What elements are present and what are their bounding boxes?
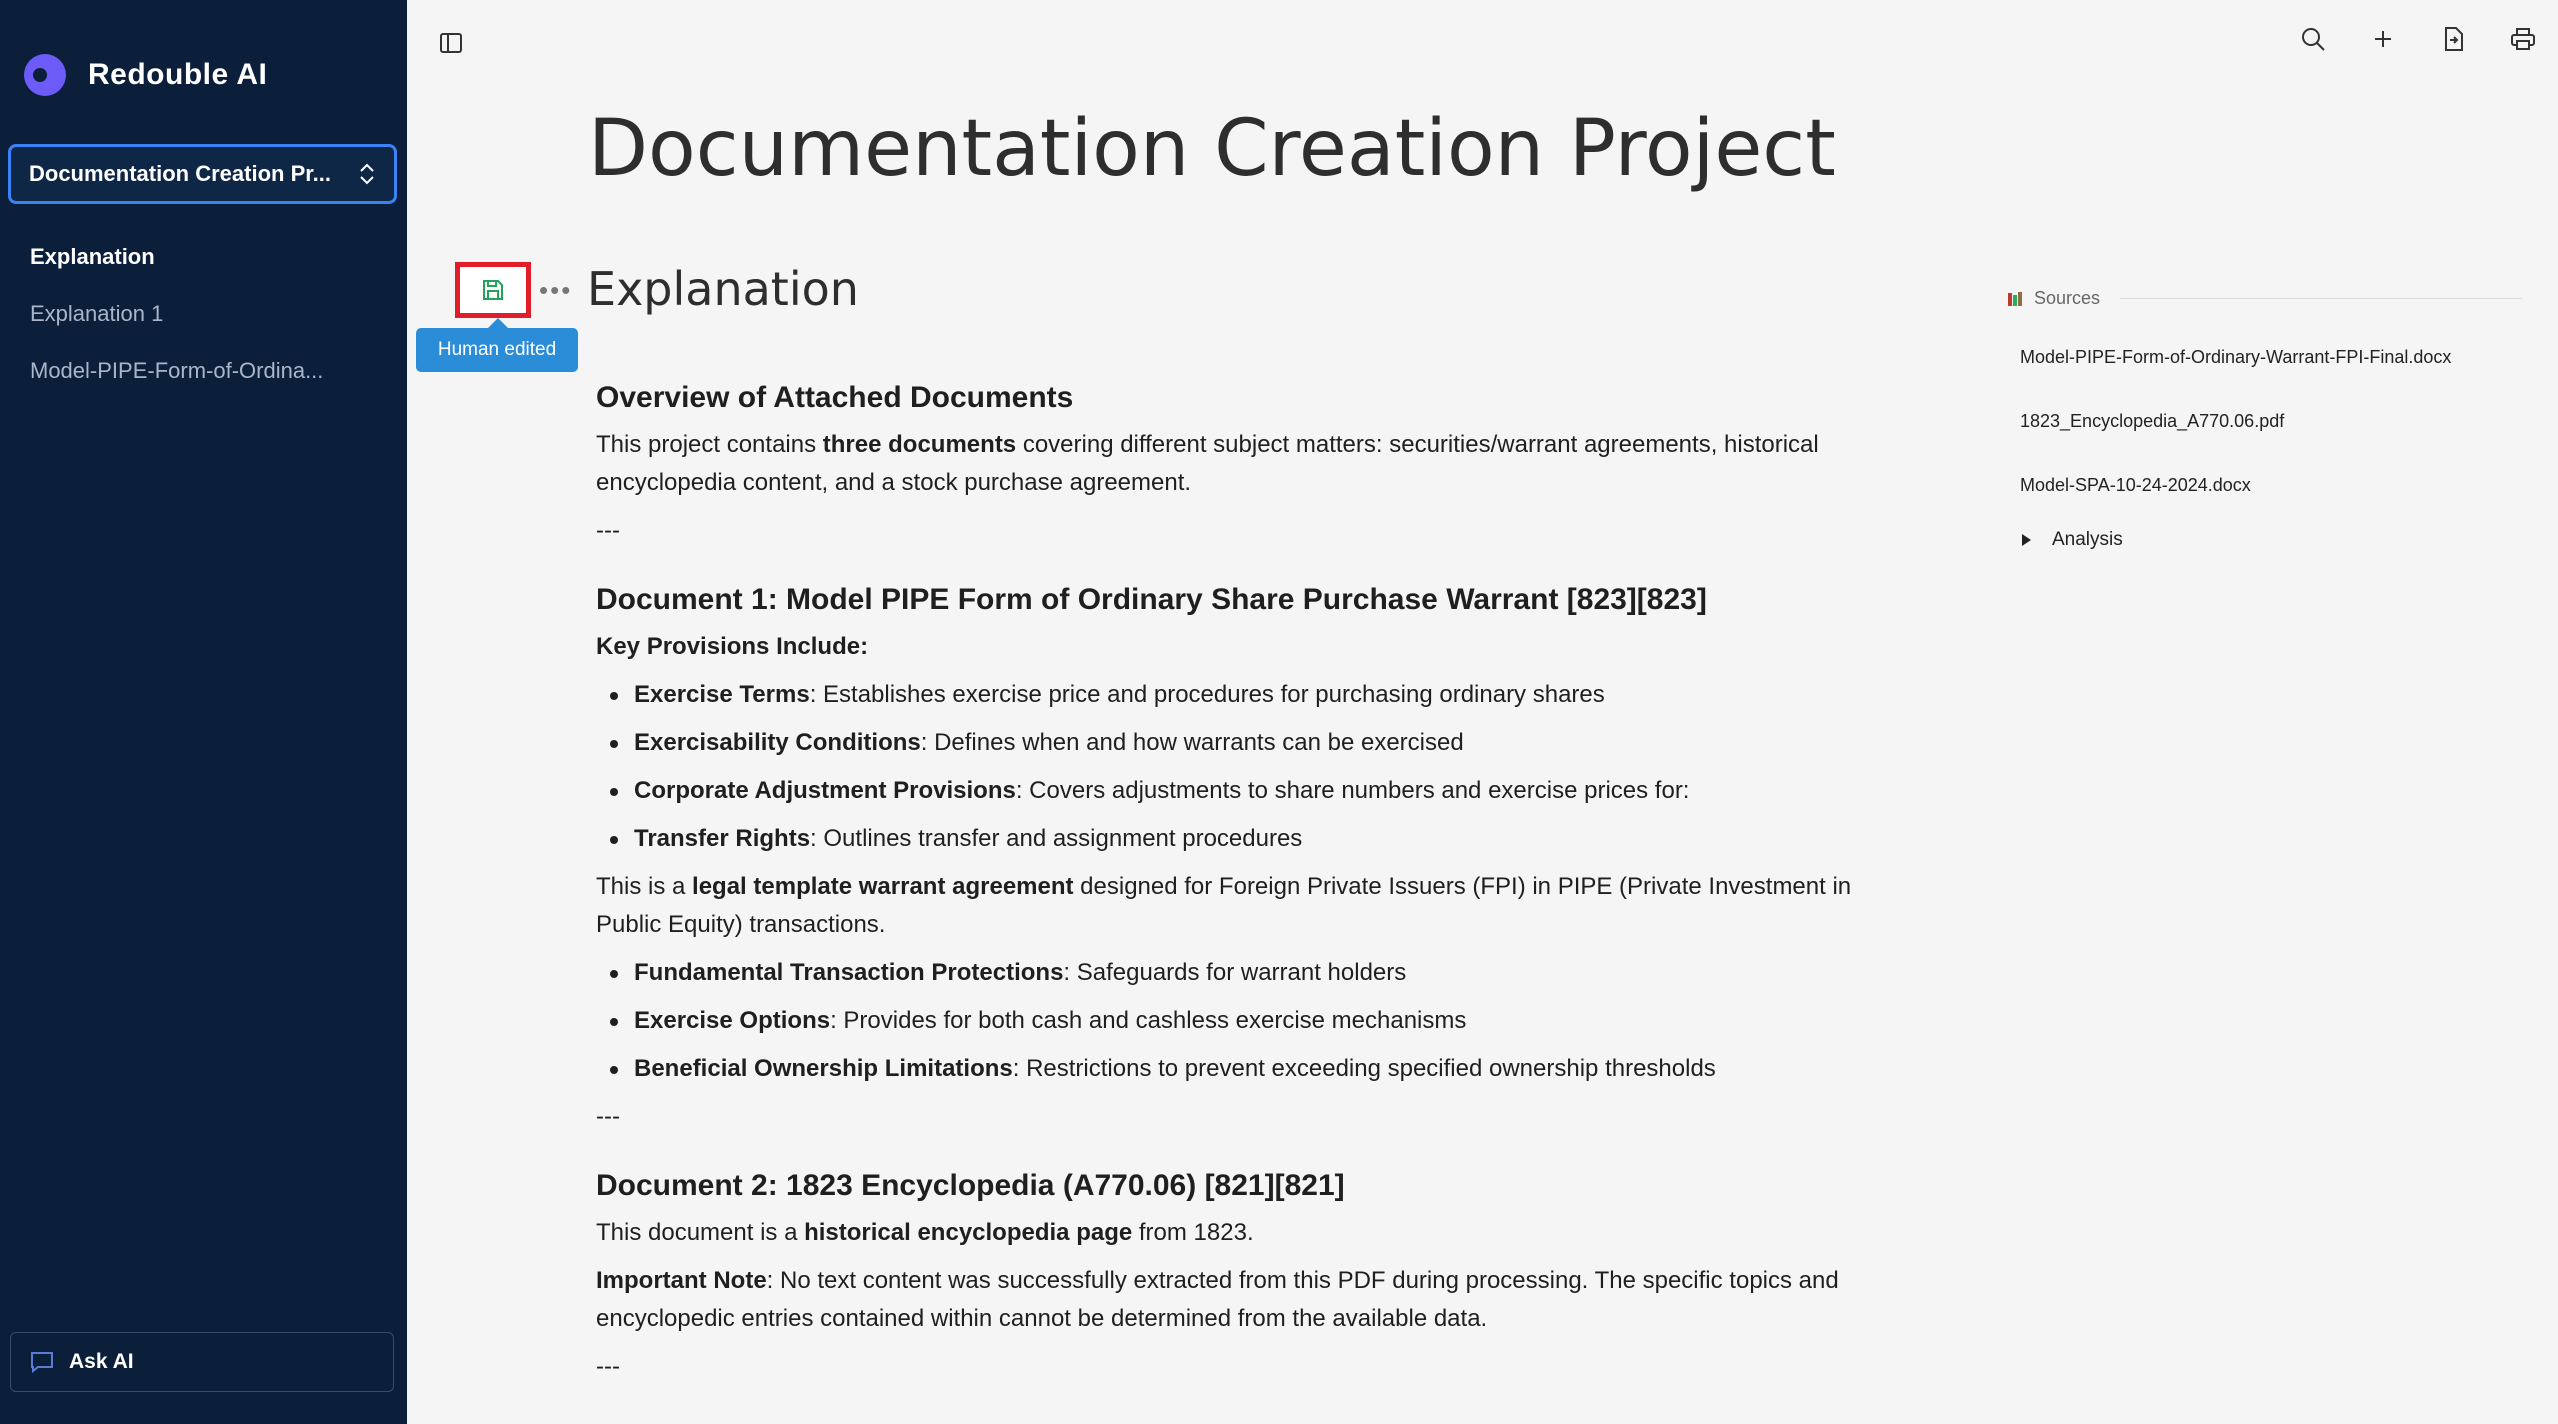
source-item[interactable]: 1823_Encyclopedia_A770.06.pdf: [2020, 410, 2285, 431]
analysis-label: Analysis: [2052, 529, 2123, 550]
list-item: Fundamental Transaction Protections: Safeguards for warrant holders: [596, 954, 1856, 992]
doc2-paragraph: This document is a historical encyclopedia page from 1823.: [596, 1219, 1254, 1246]
redouble-logo-icon: [22, 52, 68, 98]
save-icon: [481, 278, 505, 302]
toolbar-right: [2298, 24, 2538, 54]
sources-list: [2006, 325, 2522, 517]
section-title: Explanation: [587, 262, 859, 316]
project-selector[interactable]: [8, 144, 397, 204]
sidebar: [0, 0, 407, 1424]
heading-overview: Overview of Attached Documents: [596, 381, 1074, 414]
sidebar-toggle-icon[interactable]: [436, 28, 466, 58]
page-title: Documentation Creation Project: [588, 104, 1836, 194]
brand-name: Redouble AI: [88, 58, 268, 91]
sidebar-item-explanation[interactable]: Explanation: [30, 243, 155, 269]
list-item: Exercise Options: Provides for both cash and cashless exercise mechanisms: [596, 1002, 1856, 1040]
heading-doc2: Document 2: 1823 Encyclopedia (A770.06) [821][821]: [596, 1169, 1345, 1202]
important-note: Important Note: No text content was successfully extracted from this PDF during processing. The specific topics and encyclopedic entries contained within cannot be determined from the available data.: [596, 1267, 1839, 1332]
sidebar-item-model-pipe[interactable]: Model-PIPE-Form-of-Ordina...: [30, 357, 324, 383]
books-icon: [2006, 290, 2024, 308]
print-icon[interactable]: [2508, 24, 2538, 54]
sources-heading: Sources: [2034, 288, 2101, 308]
list-item: Transfer Rights: Outlines transfer and assignment procedures: [596, 820, 1856, 858]
key-provisions-label: Key Provisions Include:: [596, 633, 869, 660]
overview-paragraph: This project contains three documents covering different subject matters: securities/warrant agreements, historical encyclopedia content, and a stock purchase agreement.: [596, 431, 1819, 496]
sidebar-nav: [0, 228, 407, 399]
chevron-updown-icon: [358, 161, 376, 187]
caret-right-icon: [2020, 533, 2032, 547]
export-icon[interactable]: [2438, 24, 2468, 54]
heading-doc1: Document 1: Model PIPE Form of Ordinary Share Purchase Warrant [823][823]: [596, 583, 1707, 616]
section-controls: [455, 262, 572, 318]
list-item: Corporate Adjustment Provisions: Covers adjustments to share numbers and exercise prices for:: [596, 772, 1856, 810]
analysis-toggle[interactable]: [2020, 529, 2522, 551]
source-item[interactable]: Model-PIPE-Form-of-Ordinary-Warrant-FPI-Final.docx: [2020, 346, 2452, 367]
sidebar-item-explanation-1[interactable]: Explanation 1: [30, 300, 164, 326]
ask-ai-label: Ask AI: [69, 1350, 134, 1373]
document-body: [596, 378, 1856, 1416]
list-item: Exercisability Conditions: Defines when and how warrants can be exercised: [596, 724, 1856, 762]
list-item: Exercise Terms: Establishes exercise price and procedures for purchasing ordinary shares: [596, 676, 1856, 714]
separator: ---: [596, 1353, 620, 1380]
save-button[interactable]: [455, 262, 531, 318]
provisions-list: [596, 676, 1856, 858]
ask-ai-button[interactable]: [10, 1332, 394, 1392]
sources-panel: [2006, 288, 2522, 551]
divider: [2120, 298, 2522, 299]
plus-icon[interactable]: [2368, 24, 2398, 54]
brand[interactable]: [22, 52, 267, 98]
more-options-icon[interactable]: •••: [539, 274, 573, 305]
source-item[interactable]: Model-SPA-10-24-2024.docx: [2020, 474, 2251, 495]
separator: ---: [596, 1103, 620, 1130]
chat-icon: [29, 1350, 55, 1374]
list-item: Beneficial Ownership Limitations: Restrictions to prevent exceeding specified ownership thresholds: [596, 1050, 1856, 1088]
search-icon[interactable]: [2298, 24, 2328, 54]
doc1-paragraph: This is a legal template warrant agreement designed for Foreign Private Issuers (FPI) in PIPE (Private Investment in Public Equity) transactions.: [596, 873, 1852, 938]
protections-list: [596, 954, 1856, 1088]
sources-header: [2006, 288, 2522, 309]
project-selector-label: Documentation Creation Pr...: [29, 161, 331, 186]
human-edited-tooltip: Human edited: [416, 328, 578, 372]
separator: ---: [596, 517, 620, 544]
toolbar-left: [436, 28, 466, 58]
